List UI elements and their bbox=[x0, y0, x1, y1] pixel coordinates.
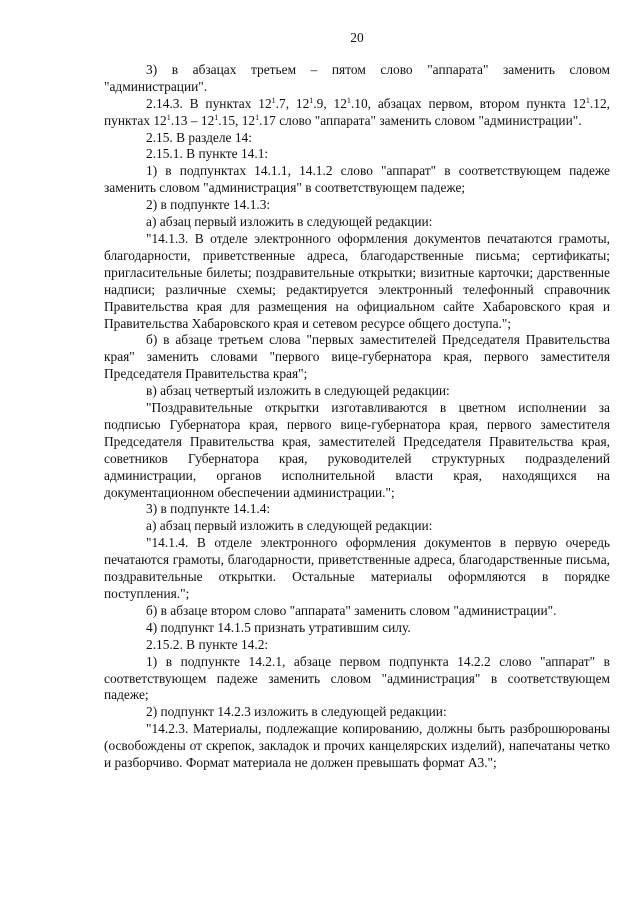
paragraph: 1) в подпунктах 14.1.1, 14.1.2 слово "аппарат" в соответствующем падеже заменить словом "администрация" в соответствующем падеже; bbox=[104, 163, 610, 196]
paragraph: 2.15.1. В пункте 14.1: bbox=[146, 146, 269, 162]
paragraph: а) абзац первый изложить в следующей редакции: bbox=[146, 518, 433, 534]
superscript: 1 bbox=[255, 112, 260, 122]
superscript: 1 bbox=[166, 112, 171, 122]
document-body bbox=[104, 62, 610, 772]
paragraph: 4) подпункт 14.1.5 признать утратившим силу. bbox=[146, 619, 411, 635]
paragraph: б) в абзаце втором слово "аппарата" заменить словом "администрации". bbox=[146, 602, 557, 618]
superscript: 1 bbox=[271, 95, 276, 105]
paragraph: б) в абзаце третьем слова "первых заместителей Председателя Правительства края" заменить словами "первого вице-губернатора края, первого заместителя Председателя Правительства края"; bbox=[104, 332, 610, 382]
paragraph: "Поздравительные открытки изготавливаются в цветном исполнении за подписью Губернатора края, первого вице-губернатора края, первого заместителя Председателя Правительства края, заместителей Председателя Правительства края, советников Губернатора края, руководителей структурных подразделений администрации, органов исполнительной власти края, находящихся на документационном обеспечении администрации."; bbox=[104, 400, 610, 500]
paragraph: "14.1.4. В отделе электронного оформления документов в первую очередь печатаются грамоты, благодарности, приветственные адреса, благодарственные письма, поздравительные открытки. Остальные материалы оформляются в порядке поступления."; bbox=[104, 535, 610, 601]
page-number: 20 bbox=[350, 30, 364, 45]
paragraph: в) абзац четвертый изложить в следующей редакции: bbox=[146, 383, 450, 399]
superscript: 1 bbox=[346, 95, 351, 105]
paragraph: 2.15. В разделе 14: bbox=[146, 129, 252, 145]
document-page bbox=[104, 30, 610, 772]
paragraph: 2) в подпункте 14.1.3: bbox=[146, 197, 271, 213]
paragraph: "14.2.3. Материалы, подлежащие копированию, должны быть разброшюрованы (освобождены от скрепок, закладок и прочих канцелярских изделий), напечатаны четко и разборчиво. Формат материала не должен превышать формат А3."; bbox=[104, 721, 610, 771]
paragraph: а) абзац первый изложить в следующей редакции: bbox=[146, 214, 433, 230]
paragraph: 2) подпункт 14.2.3 изложить в следующей редакции: bbox=[146, 704, 447, 720]
paragraph: 3) в абзацах третьем – пятом слово "аппарата" заменить словом "администрации". bbox=[104, 61, 610, 94]
superscript: 1 bbox=[214, 112, 219, 122]
paragraph: "14.1.3. В отделе электронного оформления документов печатаются грамоты, благодарности, приветственные адреса, благодарственные письма; сертификаты; пригласительные билеты; поздравительные открытки; визитные карточки; дарственные надписи; различные схемы; редактируется электронный телефонный справочник Правительства края для размещения на официальном сайте Хабаровского края и Правительства Хабаровского края и сетевом ресурсе общего доступа."; bbox=[104, 230, 610, 331]
paragraph: 1) в подпункте 14.2.1, абзаце первом подпункта 14.2.2 слово "аппарат" в соответствующем падеже заменить словом "администрация" в соответствующем падеже; bbox=[104, 653, 610, 703]
superscript: 1 bbox=[309, 95, 314, 105]
paragraph: 2.14.3. В пунктах $12^1.7$, $12^1.9$, $12^1.10$, абзацах первом, втором пункта $12^1.12$, пунктах $12^1.13 - 12^1.15$, $12^1.17$ слово "аппарата" заменить словом "администрации". bbox=[104, 95, 611, 128]
paragraph: 3) в подпункте 14.1.4: bbox=[146, 501, 271, 517]
paragraph: 2.15.2. В пункте 14.2: bbox=[146, 636, 269, 652]
superscript: 1 bbox=[585, 95, 590, 105]
